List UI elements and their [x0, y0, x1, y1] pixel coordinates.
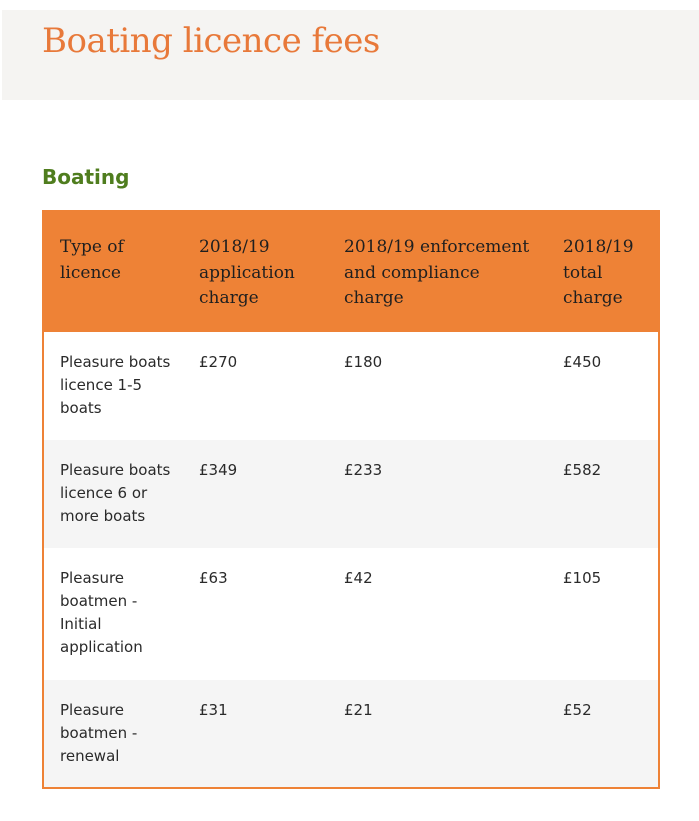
header-total-charge: 2018/19 total charge [548, 211, 659, 332]
page-title: Boating licence fees [42, 21, 380, 61]
header-enforcement-charge: 2018/19 enforcement and compliance charge [329, 211, 548, 332]
cell-enforcement-charge: £233 [344, 461, 383, 479]
cell-licence-type: Pleasure boats licence 6 or more boats [60, 461, 171, 525]
cell-application-charge: £31 [199, 701, 228, 719]
cell-application-charge: £349 [199, 461, 238, 479]
cell-enforcement-charge: £21 [344, 701, 373, 719]
cell-enforcement-charge: £42 [344, 569, 373, 587]
header-application-charge: 2018/19 application charge [184, 211, 329, 332]
boating-fees-table [42, 210, 660, 789]
table-row [43, 332, 659, 440]
table-row [43, 440, 659, 548]
cell-application-charge: £63 [199, 569, 228, 587]
cell-licence-type: Pleasure boatmen - Initial application [60, 569, 143, 656]
cell-total-charge: £582 [563, 461, 602, 479]
cell-application-charge: £270 [199, 353, 238, 371]
cell-total-charge: £105 [563, 569, 602, 587]
table-header-row [43, 211, 659, 332]
section-heading-boating: Boating [42, 165, 130, 189]
table-header [43, 211, 659, 332]
cell-total-charge: £52 [563, 701, 592, 719]
header-type-of-licence: Type of licence [43, 211, 184, 332]
page-header-band [2, 10, 699, 100]
table-body [43, 332, 659, 788]
cell-licence-type: Pleasure boats licence 1-5 boats [60, 353, 171, 417]
table-row [43, 680, 659, 788]
cell-licence-type: Pleasure boatmen - renewal [60, 701, 138, 765]
cell-total-charge: £450 [563, 353, 602, 371]
table-row [43, 548, 659, 680]
cell-enforcement-charge: £180 [344, 353, 383, 371]
